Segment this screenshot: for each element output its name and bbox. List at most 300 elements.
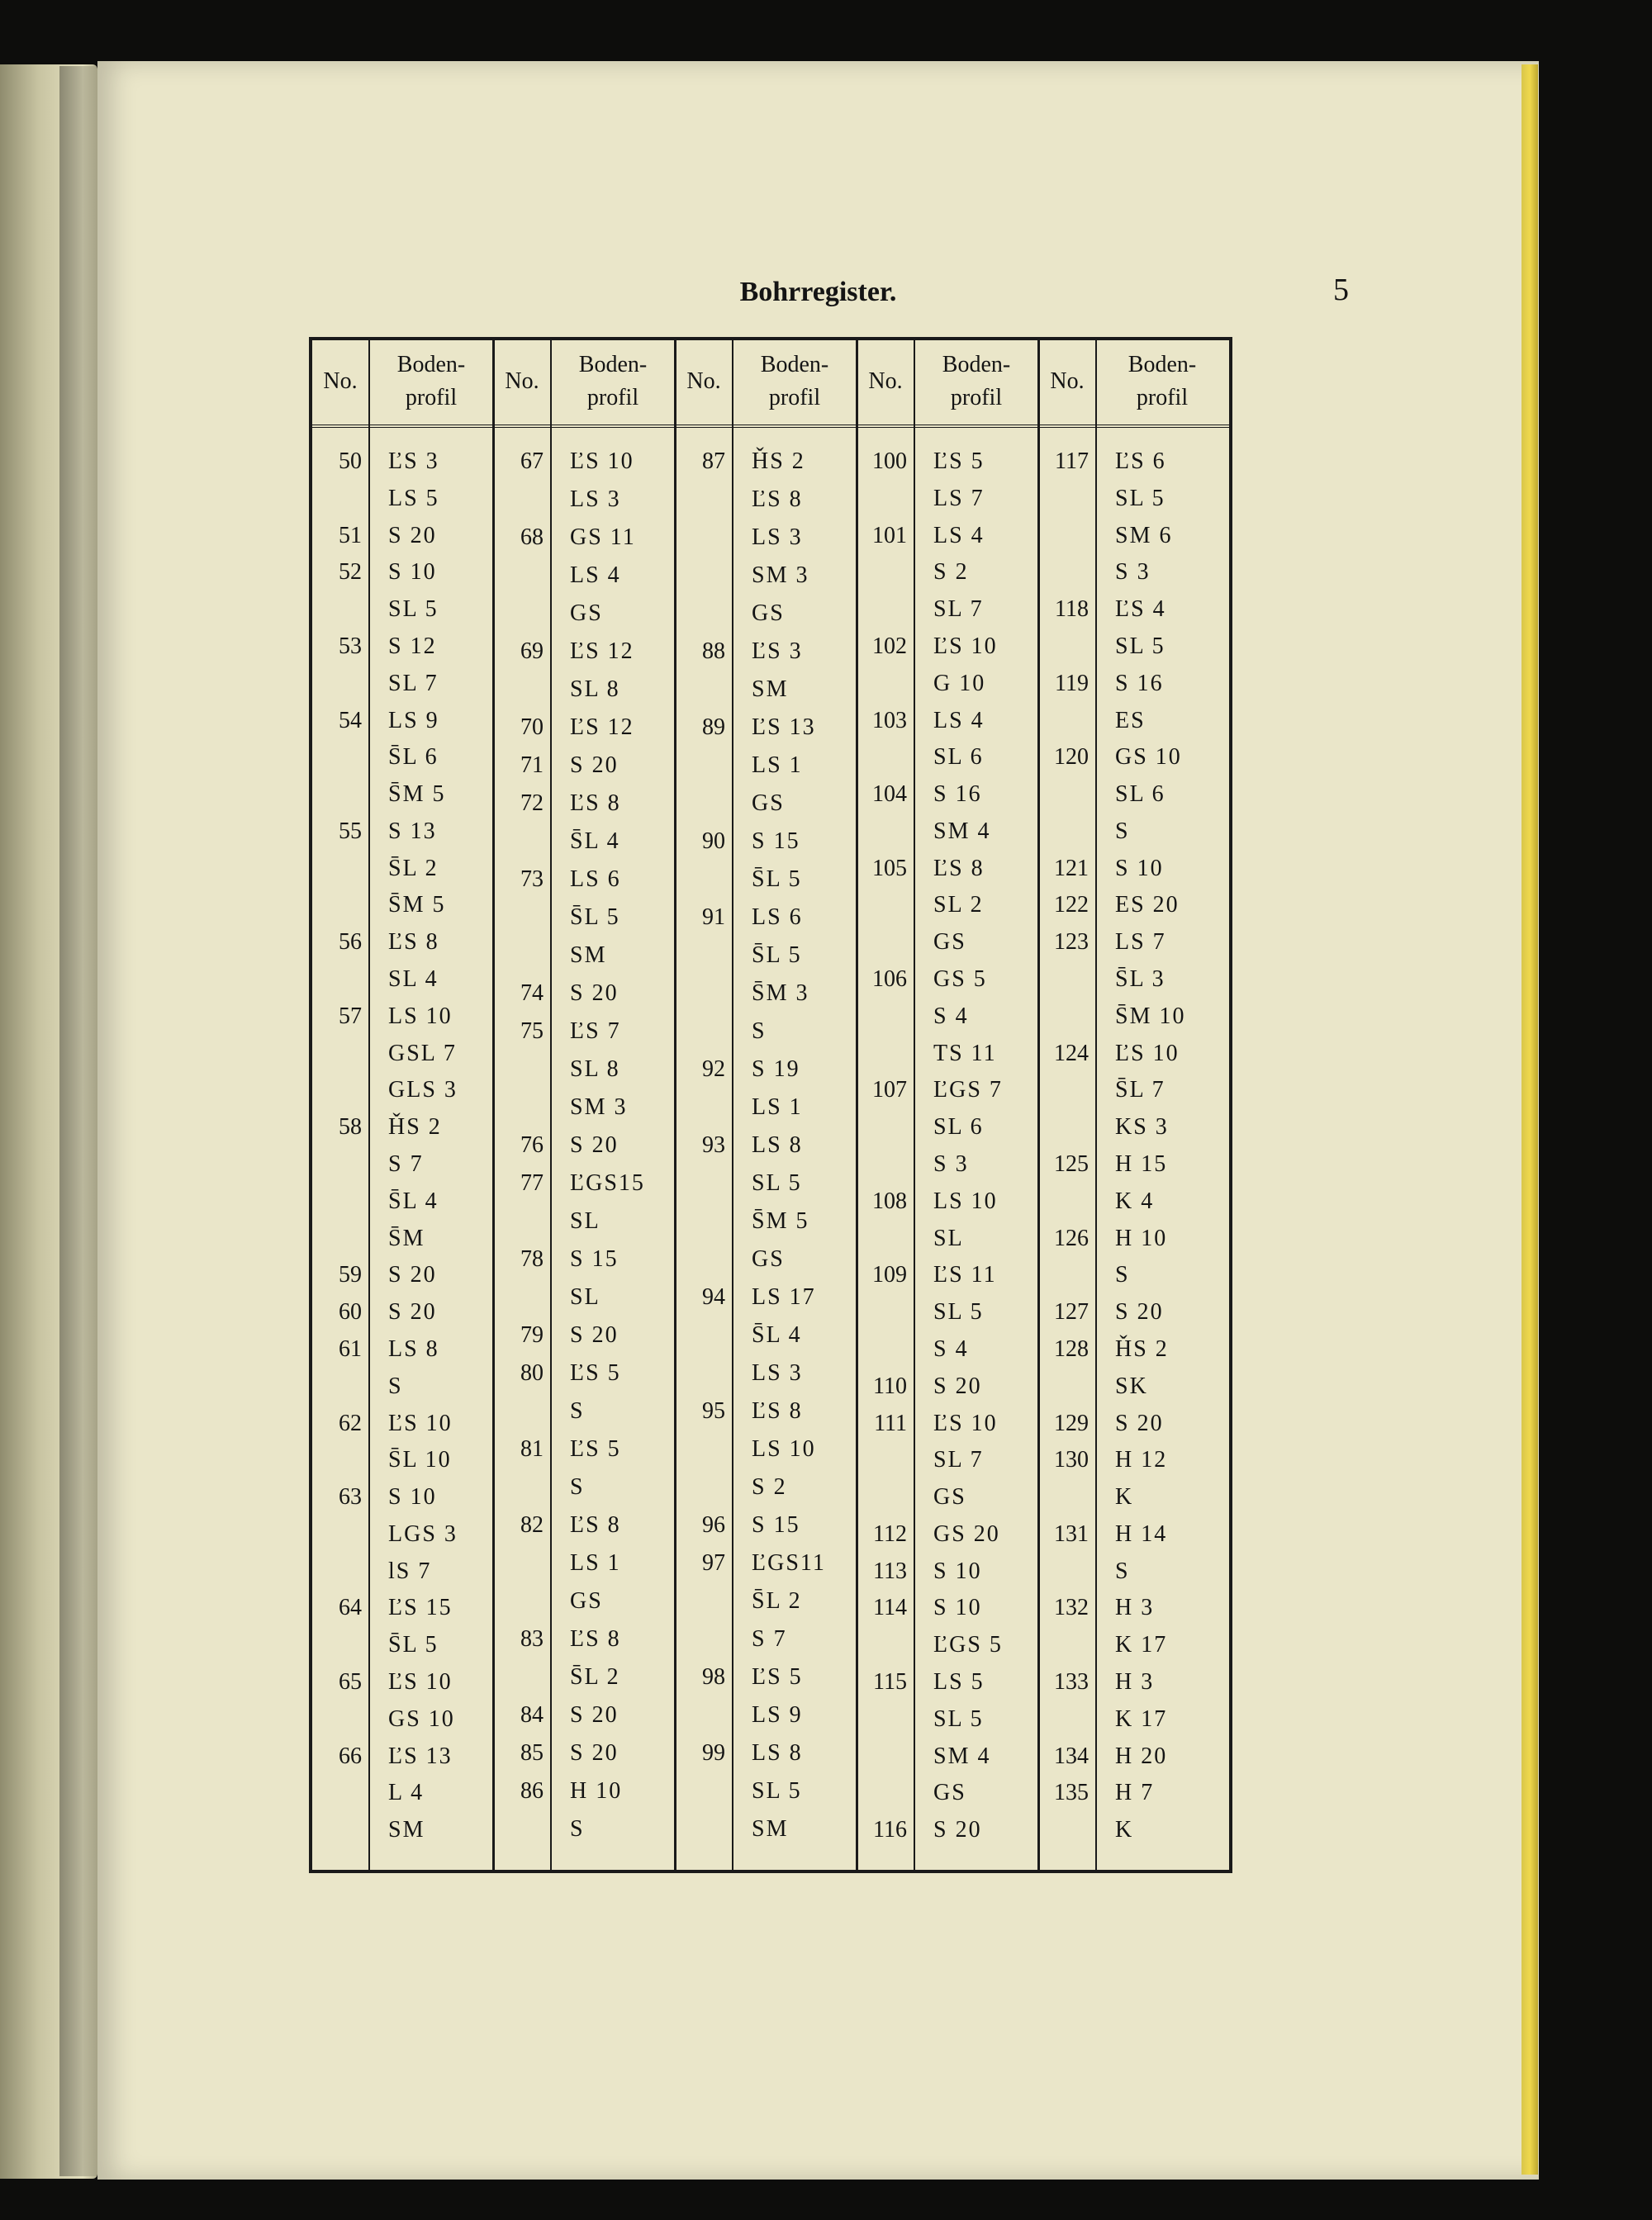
bohr-number: 119: [1055, 670, 1089, 696]
bodenprofil-entry: ĽGS11: [752, 1550, 826, 1576]
bohr-number: 114: [873, 1595, 907, 1621]
bodenprofil-entry: LS 4: [933, 522, 985, 548]
bodenprofil-entry: SL 6: [933, 744, 984, 771]
bodenprofil-entry: SM 3: [752, 562, 809, 588]
bodenprofil-entry: SL 8: [570, 1056, 620, 1082]
bohr-number: 90: [702, 828, 725, 854]
header-no-3: No.: [686, 368, 721, 394]
bodenprofil-entry: H 3: [1115, 1595, 1155, 1621]
bodenprofil-entry: GS 20: [933, 1520, 1000, 1547]
bodenprofil-entry: H 14: [1115, 1520, 1168, 1547]
bodenprofil-entry: S 2: [933, 559, 969, 586]
bohr-number: 110: [873, 1373, 907, 1399]
rule-group-2: [674, 340, 676, 1870]
bodenprofil-entry: SK: [1115, 1373, 1148, 1399]
bodenprofil-entry: S 2: [752, 1474, 787, 1500]
bodenprofil-entry: S 4: [933, 1003, 969, 1029]
bodenprofil-entry: S 12: [388, 633, 437, 659]
bodenprofil-entry: SL: [570, 1284, 601, 1310]
bodenprofil-entry: ĽS 13: [388, 1743, 453, 1769]
bodenprofil-entry: S 13: [388, 818, 437, 844]
bodenprofil-entry: S 10: [388, 559, 437, 586]
bohr-number: 71: [520, 752, 544, 778]
header-no-1: No.: [323, 368, 358, 394]
bodenprofil-entry: S 20: [388, 522, 437, 548]
header-profil-4: [915, 340, 1037, 423]
bohr-number: 56: [339, 929, 362, 956]
bodenprofil-entry: ĽS 12: [570, 638, 634, 664]
bohr-number: 50: [339, 448, 362, 474]
bohr-number: 91: [702, 904, 725, 930]
header-profil-5-line1: Boden-: [1127, 352, 1197, 377]
rule-group-3: [856, 340, 858, 1870]
bodenprofil-entry: SM 4: [933, 818, 991, 844]
bodenprofil-entry: GS: [752, 1246, 785, 1272]
bodenprofil-entry: SL 6: [933, 1114, 984, 1141]
bodenprofil-entry: LS 7: [933, 485, 985, 511]
bodenprofil-entry: SL 5: [1115, 633, 1165, 659]
rule-no-3: [732, 340, 733, 1870]
bodenprofil-entry: GLS 3: [388, 1077, 458, 1103]
bodenprofil-entry: H 12: [1115, 1447, 1168, 1473]
bohr-number: 70: [520, 714, 544, 740]
bodenprofil-entry: ĽS 4: [1115, 596, 1166, 623]
bohr-number: 55: [339, 818, 362, 844]
bodenprofil-entry: ES: [1115, 707, 1146, 733]
bohr-number: 106: [872, 966, 907, 993]
bodenprofil-entry: GS: [933, 929, 966, 956]
bodenprofil-entry: SL 5: [752, 1170, 802, 1196]
bohr-number: 73: [520, 866, 544, 892]
bohr-number: 58: [339, 1114, 362, 1141]
bodenprofil-entry: H 20: [1115, 1743, 1168, 1769]
bohr-number: 87: [702, 448, 725, 474]
header-no-2: No.: [505, 368, 539, 394]
bodenprofil-entry: H 10: [1115, 1225, 1168, 1251]
bohr-number: 100: [872, 448, 907, 474]
bodenprofil-entry: S̄M 10: [1115, 1003, 1186, 1029]
bodenprofil-entry: ĽS 7: [570, 1018, 621, 1044]
bodenprofil-entry: S 20: [1115, 1410, 1164, 1436]
bohr-number: 104: [872, 781, 907, 808]
bodenprofil-entry: ĽS 8: [388, 929, 439, 956]
bohr-number: 102: [872, 633, 907, 659]
header-profil-5-line2: profil: [1136, 385, 1189, 410]
bodenprofil-entry: ĽS 8: [933, 855, 985, 881]
bohr-number: 61: [339, 1335, 362, 1362]
bodenprofil-entry: S 16: [1115, 670, 1164, 696]
bodenprofil-entry: SL 7: [933, 596, 984, 623]
bohr-number: 115: [873, 1669, 907, 1696]
bohr-number: 113: [873, 1558, 907, 1584]
bodenprofil-entry: GS: [570, 1588, 603, 1614]
bohr-number: 101: [872, 522, 907, 548]
bohr-number: 112: [873, 1520, 907, 1547]
bodenprofil-entry: S: [570, 1474, 585, 1500]
bodenprofil-entry: LS 1: [570, 1550, 621, 1576]
bodenprofil-entry: SL 5: [933, 1705, 984, 1732]
bodenprofil-entry: H 3: [1115, 1669, 1155, 1696]
bohr-number: 82: [520, 1512, 544, 1538]
bodenprofil-entry: LS 17: [752, 1284, 816, 1310]
bodenprofil-entry: LS 10: [388, 1003, 453, 1029]
bodenprofil-entry: S 20: [933, 1373, 982, 1399]
bodenprofil-entry: LS 10: [933, 1188, 998, 1214]
bohr-number: 105: [872, 855, 907, 881]
bodenprofil-entry: H 7: [1115, 1780, 1155, 1806]
bodenprofil-entry: SL 8: [570, 676, 620, 702]
bohr-number: 117: [1055, 448, 1089, 474]
bodenprofil-entry: GSL 7: [388, 1040, 457, 1066]
bohr-number: 118: [1055, 596, 1089, 623]
bodenprofil-entry: S̄L 5: [388, 1632, 439, 1658]
bodenprofil-entry: K 17: [1115, 1705, 1168, 1732]
bohr-number: 69: [520, 638, 544, 664]
bohrregister-table: [309, 337, 1232, 1873]
bohr-number: 51: [339, 522, 362, 548]
bodenprofil-entry: ĽS 15: [388, 1595, 453, 1621]
header-profil-3: [733, 340, 856, 423]
bodenprofil-entry: LS 10: [752, 1436, 816, 1462]
bodenprofil-entry: ĽS 13: [752, 714, 816, 740]
header-no-4: No.: [868, 368, 903, 394]
bodenprofil-entry: LS 7: [1115, 929, 1166, 956]
bodenprofil-entry: SM 6: [1115, 522, 1173, 548]
bodenprofil-entry: S 19: [752, 1056, 800, 1082]
bodenprofil-entry: ĽS 10: [388, 1669, 453, 1696]
bodenprofil-entry: ĽGS15: [570, 1170, 645, 1196]
bodenprofil-entry: S 10: [933, 1558, 982, 1584]
bodenprofil-entry: LS 6: [752, 904, 803, 930]
bohr-number: 120: [1054, 744, 1089, 771]
bohr-number: 129: [1054, 1410, 1089, 1436]
bodenprofil-entry: TS 11: [933, 1040, 997, 1066]
header-profil-5: [1097, 340, 1227, 423]
bohr-number: 127: [1054, 1299, 1089, 1326]
bohr-number: 60: [339, 1299, 362, 1326]
bohr-number: 96: [702, 1512, 725, 1538]
bodenprofil-entry: LS 3: [570, 486, 621, 512]
bohr-number: 57: [339, 1003, 362, 1029]
bodenprofil-entry: S̄L 5: [752, 866, 802, 892]
bodenprofil-entry: S 20: [388, 1299, 437, 1326]
bodenprofil-entry: S 20: [570, 1132, 619, 1158]
bodenprofil-entry: S 20: [1115, 1299, 1164, 1326]
bohr-number: 128: [1054, 1335, 1089, 1362]
bodenprofil-entry: S̄L 2: [388, 855, 439, 881]
bodenprofil-entry: ĽS 8: [752, 486, 803, 512]
bodenprofil-entry: K: [1115, 1817, 1134, 1843]
bodenprofil-entry: L 4: [388, 1780, 425, 1806]
bohr-number: 123: [1054, 929, 1089, 956]
bohr-number: 77: [520, 1170, 544, 1196]
bohr-number: 131: [1054, 1520, 1089, 1547]
bohr-number: 121: [1054, 855, 1089, 881]
bodenprofil-entry: ĽGS 5: [933, 1632, 1003, 1658]
bodenprofil-entry: ȞS 2: [752, 448, 805, 474]
bodenprofil-entry: S̄M 3: [752, 980, 809, 1006]
bohr-number: 63: [339, 1484, 362, 1511]
bohr-number: 132: [1054, 1595, 1089, 1621]
bodenprofil-entry: SL 5: [752, 1778, 802, 1804]
bodenprofil-entry: ĽS 10: [933, 1410, 998, 1436]
bohr-number: 126: [1054, 1225, 1089, 1251]
bohr-number: 62: [339, 1410, 362, 1436]
bodenprofil-entry: S̄L 4: [752, 1322, 802, 1348]
bodenprofil-entry: S 3: [1115, 559, 1151, 586]
bohr-number: 134: [1054, 1743, 1089, 1769]
bohr-number: 88: [702, 638, 725, 664]
bodenprofil-entry: ĽS 8: [752, 1398, 803, 1424]
rule-no-2: [550, 340, 552, 1870]
bohr-number: 89: [702, 714, 725, 740]
bodenprofil-entry: S 20: [570, 1740, 619, 1766]
bodenprofil-entry: SM 3: [570, 1094, 628, 1120]
bodenprofil-entry: S̄M: [388, 1225, 425, 1251]
header-profil-4-line1: Boden-: [942, 352, 1011, 377]
bodenprofil-entry: S: [1115, 818, 1130, 844]
bohr-number: 54: [339, 707, 362, 733]
bodenprofil-entry: S̄M 5: [388, 892, 446, 918]
bodenprofil-entry: K 17: [1115, 1632, 1168, 1658]
bodenprofil-entry: S̄L 2: [570, 1664, 620, 1690]
bodenprofil-entry: SL 7: [933, 1447, 984, 1473]
bodenprofil-entry: LS 8: [752, 1740, 803, 1766]
bodenprofil-entry: LGS 3: [388, 1520, 458, 1547]
bohr-number: 74: [520, 980, 544, 1006]
bodenprofil-entry: SL 6: [1115, 781, 1165, 808]
bodenprofil-entry: ĽS 3: [752, 638, 803, 664]
bodenprofil-entry: SL 5: [1115, 485, 1165, 511]
bodenprofil-entry: LS 1: [752, 752, 803, 778]
header-no-5: No.: [1050, 368, 1085, 394]
bodenprofil-entry: SL 5: [933, 1299, 984, 1326]
bodenprofil-entry: ĽS 5: [752, 1664, 803, 1690]
bohr-number: 92: [702, 1056, 725, 1082]
bohr-number: 133: [1054, 1669, 1089, 1696]
bodenprofil-entry: ĽS 10: [933, 633, 998, 659]
bodenprofil-entry: G 10: [933, 670, 986, 696]
bodenprofil-entry: LS 5: [933, 1669, 985, 1696]
bodenprofil-entry: LS 5: [388, 485, 439, 511]
bohr-number: 94: [702, 1284, 725, 1310]
bodenprofil-entry: S 7: [752, 1626, 787, 1652]
bodenprofil-entry: S 15: [752, 828, 800, 854]
bodenprofil-entry: LS 9: [388, 707, 439, 733]
bodenprofil-entry: S̄L 4: [570, 828, 620, 854]
bodenprofil-entry: SM: [752, 1816, 789, 1842]
page-header: [97, 273, 1539, 318]
bodenprofil-entry: lS 7: [388, 1558, 432, 1584]
header-profil-4-line2: profil: [950, 385, 1003, 410]
bodenprofil-entry: GS 5: [933, 966, 987, 993]
bodenprofil-entry: SM: [752, 676, 789, 702]
bohr-number: 107: [872, 1077, 907, 1103]
bodenprofil-entry: S 20: [388, 1262, 437, 1288]
bohr-number: 83: [520, 1626, 544, 1652]
bodenprofil-entry: GS: [570, 600, 603, 626]
bodenprofil-entry: LS 3: [752, 1360, 803, 1386]
bohr-number: 108: [872, 1188, 907, 1214]
bodenprofil-entry: ȞS 2: [388, 1114, 442, 1141]
bohr-number: 59: [339, 1262, 362, 1288]
bodenprofil-entry: LS 9: [752, 1702, 803, 1728]
bodenprofil-entry: KS 3: [1115, 1114, 1169, 1141]
rule-no-1: [368, 340, 370, 1870]
bodenprofil-entry: S 7: [388, 1151, 424, 1177]
bohr-number: 95: [702, 1398, 725, 1424]
bodenprofil-entry: ĽS 5: [570, 1360, 621, 1386]
bodenprofil-entry: S̄M 5: [388, 781, 446, 808]
bodenprofil-entry: GS: [752, 790, 785, 816]
bodenprofil-entry: LS 3: [752, 524, 803, 550]
bodenprofil-entry: S 16: [933, 781, 982, 808]
bodenprofil-entry: GS: [933, 1780, 966, 1806]
running-title: Bohrregister.: [739, 277, 897, 307]
bohr-number: 109: [872, 1262, 907, 1288]
header-profil-1: [370, 340, 492, 423]
bohr-number: 85: [520, 1740, 544, 1766]
bodenprofil-entry: S̄L 3: [1115, 966, 1165, 993]
rule-no-5: [1095, 340, 1097, 1870]
bodenprofil-entry: SL 2: [933, 892, 984, 918]
bodenprofil-entry: S 20: [933, 1817, 982, 1843]
bodenprofil-entry: S 10: [1115, 855, 1164, 881]
bodenprofil-entry: S̄L 10: [388, 1447, 452, 1473]
bodenprofil-entry: S: [570, 1816, 585, 1842]
rule-no-4: [914, 340, 915, 1870]
bodenprofil-entry: ĽS 8: [570, 790, 621, 816]
bohr-number: 97: [702, 1550, 725, 1576]
rule-group-1: [492, 340, 495, 1870]
bohr-number: 72: [520, 790, 544, 816]
bohr-number: 65: [339, 1669, 362, 1696]
bohr-number: 79: [520, 1322, 544, 1348]
bodenprofil-entry: S̄L 5: [570, 904, 620, 930]
bodenprofil-entry: LS 4: [570, 562, 621, 588]
header-profil-1-line2: profil: [405, 385, 458, 410]
bodenprofil-entry: K 4: [1115, 1188, 1155, 1214]
bodenprofil-entry: ES 20: [1115, 892, 1180, 918]
bohr-number: 116: [873, 1817, 907, 1843]
bodenprofil-entry: ĽS 10: [1115, 1040, 1180, 1066]
page-number: 5: [1333, 273, 1349, 307]
bodenprofil-entry: S: [388, 1373, 403, 1399]
header-profil-1-line1: Boden-: [396, 352, 466, 377]
bodenprofil-entry: S 10: [388, 1484, 437, 1511]
bohr-number: 130: [1054, 1447, 1089, 1473]
bohr-number: 76: [520, 1132, 544, 1158]
bohr-number: 81: [520, 1436, 544, 1462]
bodenprofil-entry: S̄L 4: [388, 1188, 439, 1214]
bodenprofil-entry: SL: [933, 1225, 964, 1251]
bodenprofil-entry: ĽS 5: [570, 1436, 621, 1462]
bohr-number: 67: [520, 448, 544, 474]
bohr-number: 98: [702, 1664, 725, 1690]
rule-group-4: [1037, 340, 1040, 1870]
bodenprofil-entry: SL 7: [388, 670, 439, 696]
bodenprofil-entry: S: [752, 1018, 767, 1044]
bodenprofil-entry: S 10: [933, 1595, 982, 1621]
bodenprofil-entry: LS 6: [570, 866, 621, 892]
bodenprofil-entry: GS: [933, 1484, 966, 1511]
bodenprofil-entry: S 20: [570, 1322, 619, 1348]
bodenprofil-entry: GS 11: [570, 524, 636, 550]
page-edge-gilded: [1521, 64, 1538, 2175]
bodenprofil-entry: ĽS 12: [570, 714, 634, 740]
bodenprofil-entry: ȞS 2: [1115, 1335, 1169, 1362]
bodenprofil-entry: GS 10: [388, 1705, 455, 1732]
bohr-number: 80: [520, 1360, 544, 1386]
header-profil-3-line1: Boden-: [760, 352, 829, 377]
bohr-number: 103: [872, 707, 907, 733]
bodenprofil-entry: S̄L 2: [752, 1588, 802, 1614]
bodenprofil-entry: S̄L 5: [752, 942, 802, 968]
bodenprofil-entry: S 20: [570, 1702, 619, 1728]
bodenprofil-entry: ĽS 3: [388, 448, 439, 474]
bohr-number: 75: [520, 1018, 544, 1044]
bohr-number: 53: [339, 633, 362, 659]
bodenprofil-entry: ĽS 6: [1115, 448, 1166, 474]
bodenprofil-entry: SM: [388, 1817, 425, 1843]
bodenprofil-entry: ĽS 5: [933, 448, 985, 474]
bohr-number: 66: [339, 1743, 362, 1769]
bodenprofil-entry: S 3: [933, 1151, 969, 1177]
bodenprofil-entry: ĽS 11: [933, 1262, 997, 1288]
bodenprofil-entry: SM 4: [933, 1743, 991, 1769]
bodenprofil-entry: S 20: [570, 980, 619, 1006]
table-header-row: [312, 340, 1229, 428]
bodenprofil-entry: LS 1: [752, 1094, 803, 1120]
header-profil-3-line2: profil: [768, 385, 821, 410]
bodenprofil-entry: ĽGS 7: [933, 1077, 1003, 1103]
bodenprofil-entry: SL 4: [388, 966, 439, 993]
bohr-number: 84: [520, 1702, 544, 1728]
bodenprofil-entry: LS 4: [933, 707, 985, 733]
bohr-number: 68: [520, 524, 544, 550]
bodenprofil-entry: S: [1115, 1262, 1130, 1288]
bohr-number: 86: [520, 1778, 544, 1804]
header-profil-2: [552, 340, 674, 423]
bodenprofil-entry: S̄M 5: [752, 1208, 809, 1234]
bohr-number: 99: [702, 1740, 725, 1766]
bodenprofil-entry: S 4: [933, 1335, 969, 1362]
bodenprofil-entry: LS 8: [388, 1335, 439, 1362]
bohr-number: 122: [1054, 892, 1089, 918]
bohr-number: 78: [520, 1246, 544, 1272]
bodenprofil-entry: ĽS 8: [570, 1512, 621, 1538]
bodenprofil-entry: ĽS 10: [570, 448, 634, 474]
bodenprofil-entry: H 15: [1115, 1151, 1168, 1177]
bohr-number: 64: [339, 1595, 362, 1621]
bodenprofil-entry: S: [570, 1398, 585, 1424]
bohr-number: 52: [339, 559, 362, 586]
bohr-number: 124: [1054, 1040, 1089, 1066]
bodenprofil-entry: S̄L 7: [1115, 1077, 1165, 1103]
bodenprofil-entry: SL 5: [388, 596, 439, 623]
bodenprofil-entry: LS 8: [752, 1132, 803, 1158]
bohr-number: 93: [702, 1132, 725, 1158]
bodenprofil-entry: SM: [570, 942, 607, 968]
bodenprofil-entry: S̄L 6: [388, 744, 439, 771]
bodenprofil-entry: S 15: [570, 1246, 619, 1272]
bohr-number: 135: [1054, 1780, 1089, 1806]
bodenprofil-entry: SL: [570, 1208, 601, 1234]
bohr-number: 125: [1054, 1151, 1089, 1177]
bodenprofil-entry: GS 10: [1115, 744, 1182, 771]
bodenprofil-entry: GS: [752, 600, 785, 626]
bodenprofil-entry: H 10: [570, 1778, 623, 1804]
